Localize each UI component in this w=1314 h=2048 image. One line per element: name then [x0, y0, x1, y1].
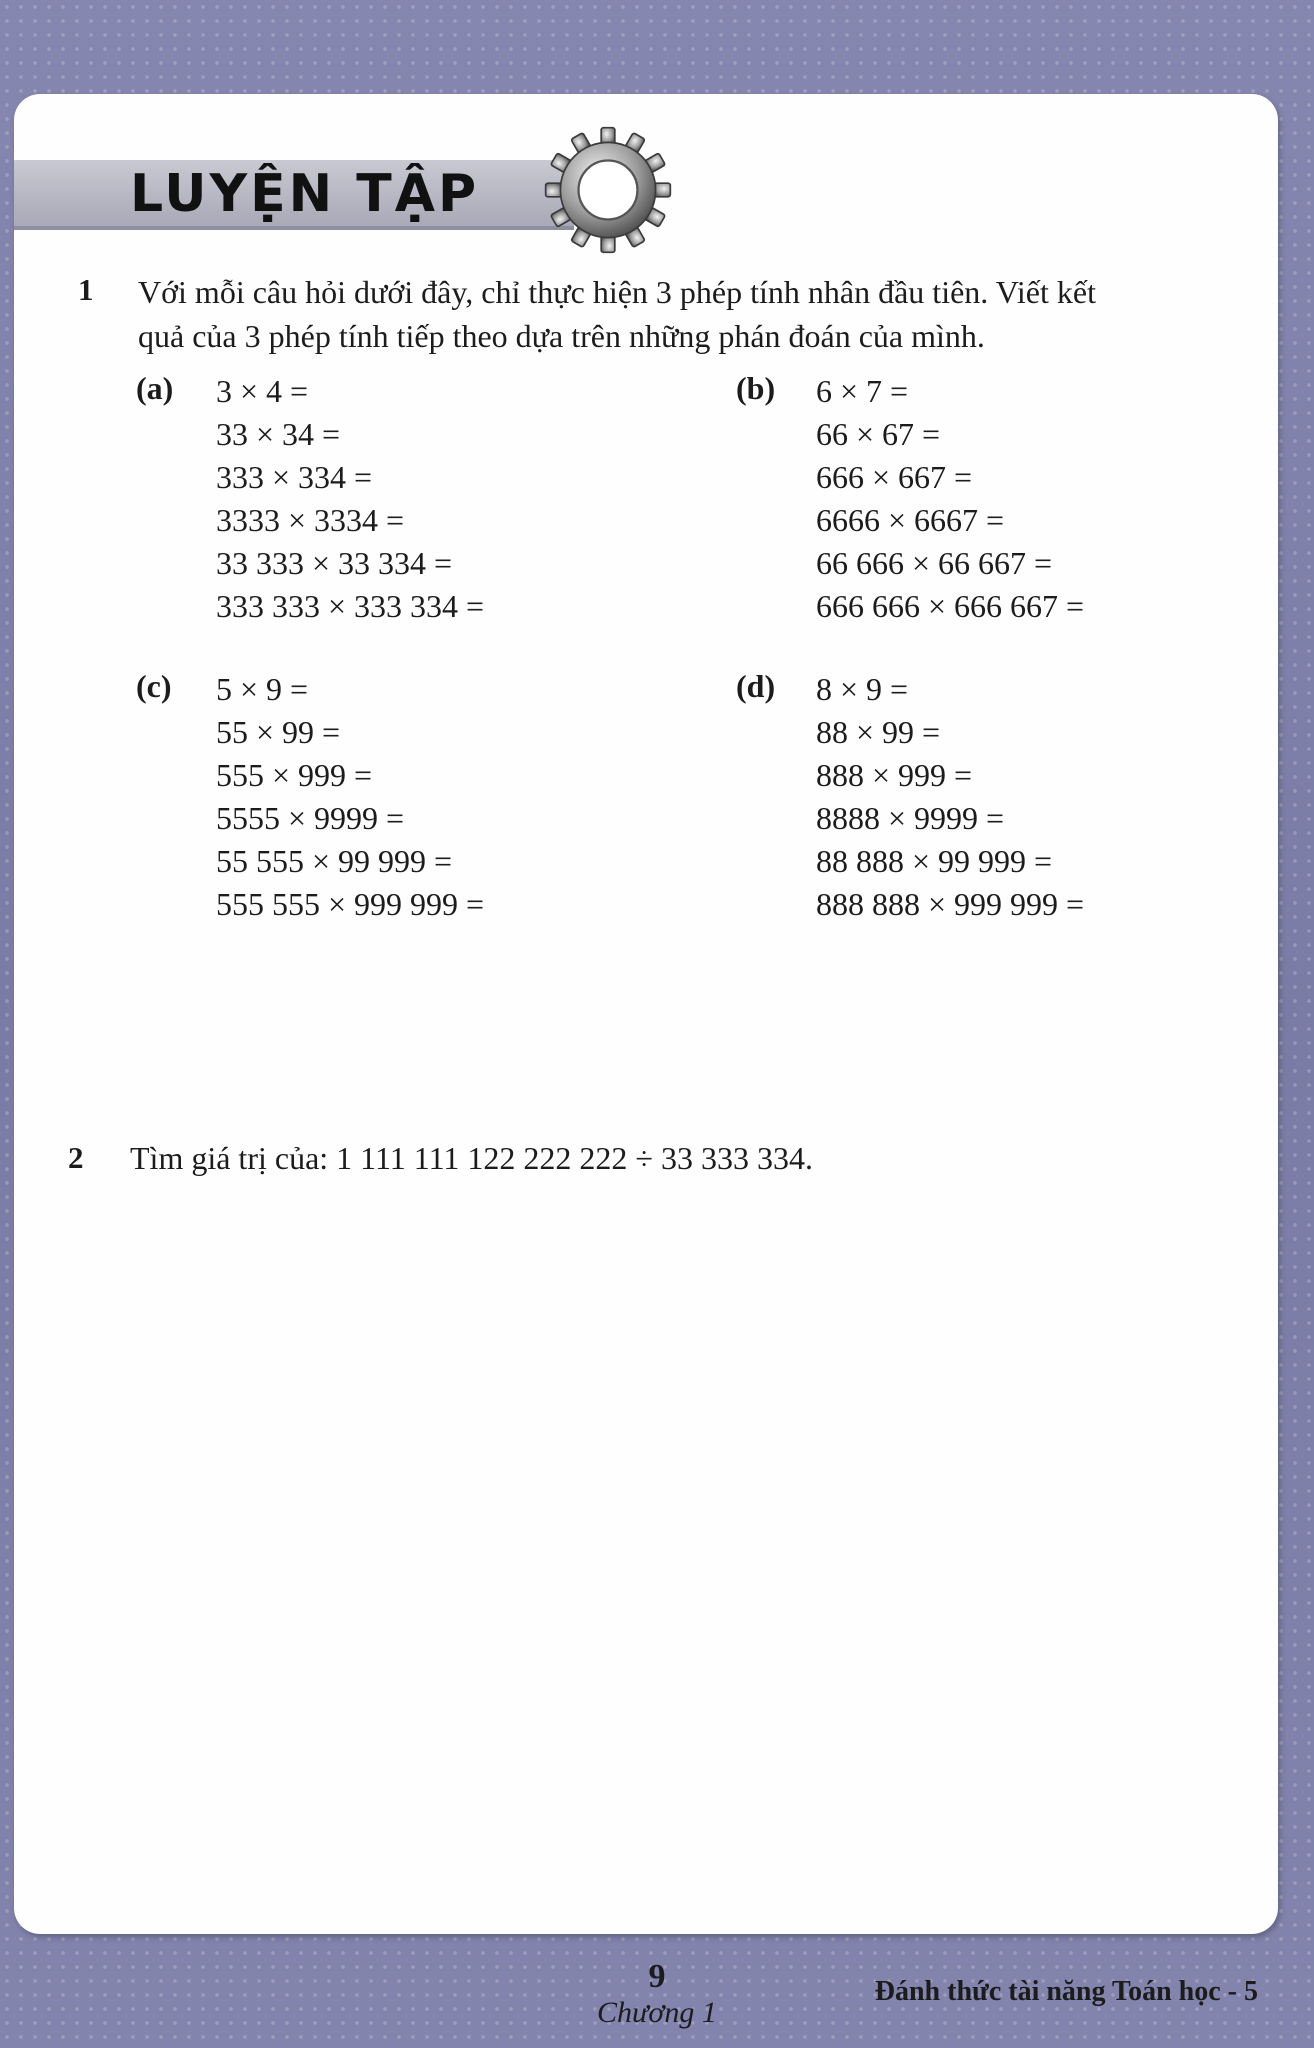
equation: 666 666 × 666 667 =: [816, 588, 1085, 624]
equation: 66 × 67 =: [816, 416, 941, 452]
page-number: 9: [648, 1958, 666, 1995]
equation: 888 × 999 =: [816, 757, 973, 793]
equation: 333 333 × 333 334 =: [216, 588, 485, 624]
page-card: [14, 94, 1278, 1934]
equation: 6 × 7 =: [816, 373, 909, 409]
equation: 55 555 × 99 999 =: [216, 843, 453, 879]
equation: 8888 × 9999 =: [816, 800, 1005, 836]
equation: 5 × 9 =: [216, 671, 309, 707]
equation-list: [816, 668, 1084, 926]
section-title: LUYỆN TẬP: [130, 164, 480, 224]
equation-list: [816, 370, 1084, 628]
question-text: [138, 270, 1258, 358]
equation-list: [216, 370, 484, 628]
equation: 88 × 99 =: [816, 714, 941, 750]
equation: 33 × 34 =: [216, 416, 341, 452]
equation: 888 888 × 999 999 =: [816, 886, 1085, 922]
part-label: (a): [136, 370, 174, 406]
part-label: (d): [736, 668, 776, 704]
equation: 6666 × 6667 =: [816, 502, 1005, 538]
equation: 3 × 4 =: [216, 373, 309, 409]
equation: 666 × 667 =: [816, 459, 973, 495]
equation: 555 × 999 =: [216, 757, 373, 793]
gear-icon: [540, 122, 676, 258]
question-number: 2: [68, 1140, 84, 1175]
equation: 66 666 × 66 667 =: [816, 545, 1053, 581]
equation: 5555 × 9999 =: [216, 800, 405, 836]
equation: 555 555 × 999 999 =: [216, 886, 485, 922]
part-label: (b): [736, 370, 776, 406]
chapter-label: Chương 1: [597, 1996, 717, 2029]
equation: 33 333 × 33 334 =: [216, 545, 453, 581]
equation: 333 × 334 =: [216, 459, 373, 495]
book-title: Đánh thức tài năng Toán học - 5: [874, 1976, 1258, 2007]
equation: 88 888 × 99 999 =: [816, 843, 1053, 879]
question-text: Tìm giá trị của: 1 111 111 122 222 222 ÷ 33 333 334.: [130, 1140, 813, 1176]
part-label: (c): [136, 668, 172, 704]
question-text-line: quả của 3 phép tính tiếp theo dựa trên những phán đoán của mình.: [138, 318, 985, 354]
question-number: 1: [78, 272, 94, 307]
equation: 3333 × 3334 =: [216, 502, 405, 538]
equation: 55 × 99 =: [216, 714, 341, 750]
question-text-line: Với mỗi câu hỏi dưới đây, chỉ thực hiện 3 phép tính nhân đầu tiên. Viết kết: [138, 274, 1096, 310]
equation: 8 × 9 =: [816, 671, 909, 707]
equation-list: [216, 668, 484, 926]
